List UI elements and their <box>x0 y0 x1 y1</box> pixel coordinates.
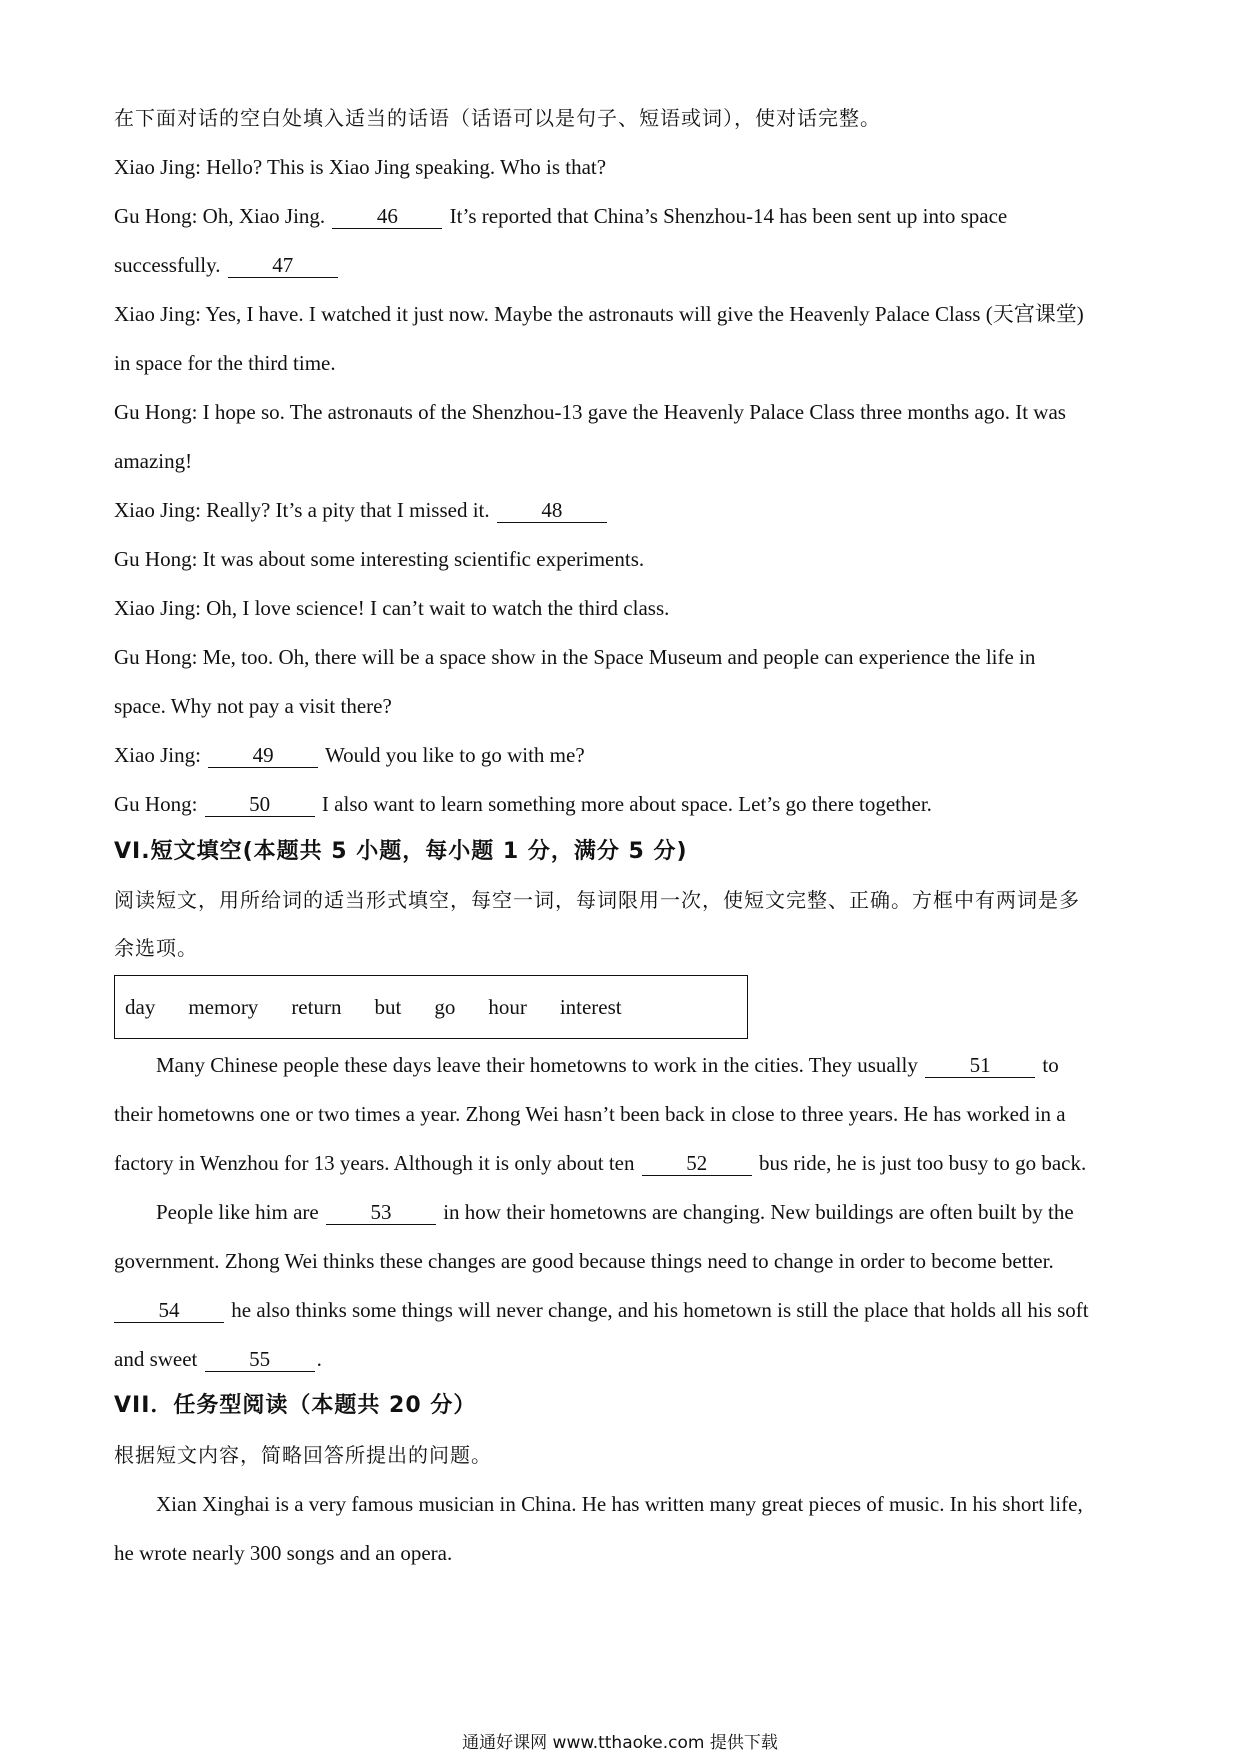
page-footer: 通通好课网 www.tthaoke.com 提供下载 <box>462 1733 778 1753</box>
dialogue-line-7: amazing! <box>114 449 193 473</box>
section-6-heading: VI.短文填空(本题共 5 小题，每小题 1 分，满分 5 分) <box>114 839 688 864</box>
section-7-passage-line-2: he wrote nearly 300 songs and an opera. <box>114 1541 453 1565</box>
section-7-instruction: 根据短文内容，简略回答所提出的问题。 <box>114 1443 492 1467</box>
word-option: return <box>291 994 342 1019</box>
passage-line-1 <box>156 1050 1130 1080</box>
section-6-instruction-1: 阅读短文，用所给词的适当形式填空，每空一词，每词限用一次，使短文完整、正确。方框中有两词是多 <box>114 888 1080 912</box>
passage-line-3 <box>114 1148 1130 1178</box>
dialogue-line-8 <box>114 495 1130 525</box>
blank-53[interactable]: 53 <box>326 1200 436 1225</box>
word-option: memory <box>188 994 259 1019</box>
line-text: People like him are <box>156 1200 324 1224</box>
dialogue-line-9: Gu Hong: It was about some interesting scientific experiments. <box>114 547 645 571</box>
line-text: and sweet <box>114 1347 203 1371</box>
dialogue-line-6: Gu Hong: I hope so. The astronauts of the Shenzhou-13 gave the Heavenly Palace Class three months ago. It was <box>114 400 1066 424</box>
dialogue-line-2 <box>114 201 1130 231</box>
line-text: . <box>316 1347 322 1371</box>
line-text: successfully. <box>114 253 226 277</box>
passage-line-2: their hometowns one or two times a year. Zhong Wei hasn’t been back in close to three years. He has worked in a <box>114 1102 1066 1126</box>
line-text: Would you like to go with me? <box>320 743 585 767</box>
passage-line-4 <box>156 1197 1130 1227</box>
word-option: interest <box>559 994 622 1019</box>
dialogue-line-3 <box>114 250 1130 280</box>
blank-49[interactable]: 49 <box>208 743 318 768</box>
line-text: I also want to learn something more about space. Let’s go there together. <box>316 792 932 816</box>
word-box <box>114 975 748 1039</box>
section-6-instruction-2: 余选项。 <box>114 936 198 960</box>
line-text: in how their hometowns are changing. New buildings are often built by the <box>437 1200 1074 1224</box>
blank-48[interactable]: 48 <box>497 498 607 523</box>
dialogue-instruction: 在下面对话的空白处填入适当的话语（话语可以是句子、短语或词），使对话完整。 <box>114 106 881 130</box>
passage-line-7 <box>114 1344 1130 1374</box>
section-7-heading: VII．任务型阅读（本题共 20 分） <box>114 1393 477 1418</box>
blank-55[interactable]: 55 <box>205 1347 315 1372</box>
dialogue-line-4: Xiao Jing: Yes, I have. I watched it just now. Maybe the astronauts will give the Heavenly Palace Class (天宫课堂) <box>114 302 1084 326</box>
passage-line-6 <box>114 1295 1130 1325</box>
line-text: It’s reported that China’s Shenzhou-14 has been sent up into space <box>444 204 1008 228</box>
blank-52[interactable]: 52 <box>642 1151 752 1176</box>
word-option: day <box>125 994 156 1019</box>
blank-46[interactable]: 46 <box>332 204 442 229</box>
line-text: factory in Wenzhou for 13 years. Although it is only about ten <box>114 1151 640 1175</box>
line-text: he also thinks some things will never change, and his hometown is still the place that holds all his soft <box>226 1298 1089 1322</box>
line-text: Gu Hong: Oh, Xiao Jing. <box>114 204 331 228</box>
line-text: Gu Hong: <box>114 792 203 816</box>
blank-51[interactable]: 51 <box>925 1053 1035 1078</box>
dialogue-line-11: Gu Hong: Me, too. Oh, there will be a space show in the Space Museum and people can experience the life in <box>114 645 1036 669</box>
section-7-passage-line-1: Xian Xinghai is a very famous musician in China. He has written many great pieces of music. In his short life, <box>156 1492 1083 1516</box>
word-option: but <box>374 994 402 1019</box>
word-option: hour <box>488 994 527 1019</box>
blank-54[interactable]: 54 <box>114 1298 224 1323</box>
dialogue-line-10: Xiao Jing: Oh, I love science! I can’t wait to watch the third class. <box>114 596 670 620</box>
line-text: to <box>1037 1053 1059 1077</box>
dialogue-line-13 <box>114 740 1130 770</box>
dialogue-line-12: space. Why not pay a visit there? <box>114 694 392 718</box>
dialogue-line-1: Xiao Jing: Hello? This is Xiao Jing speaking. Who is that? <box>114 155 607 179</box>
blank-50[interactable]: 50 <box>205 792 315 817</box>
blank-47[interactable]: 47 <box>228 253 338 278</box>
passage-line-5: government. Zhong Wei thinks these changes are good because things need to change in order to become better. <box>114 1249 1054 1273</box>
word-option: go <box>434 994 456 1019</box>
line-text: Many Chinese people these days leave their hometowns to work in the cities. They usually <box>156 1053 924 1077</box>
dialogue-line-14 <box>114 789 1130 819</box>
dialogue-line-5: in space for the third time. <box>114 351 336 375</box>
line-text: Xiao Jing: Really? It’s a pity that I missed it. <box>114 498 495 522</box>
line-text: bus ride, he is just too busy to go back. <box>753 1151 1087 1175</box>
line-text: Xiao Jing: <box>114 743 207 767</box>
